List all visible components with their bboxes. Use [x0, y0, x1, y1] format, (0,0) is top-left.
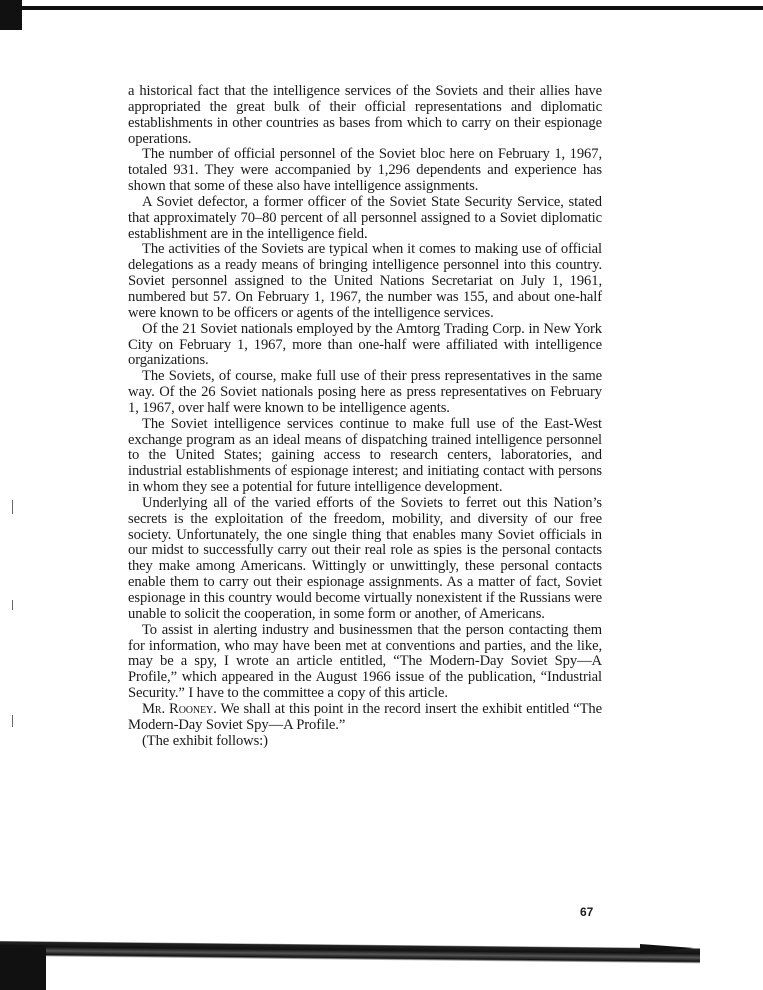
paragraph: The Soviets, of course, make full use of their press representatives in the same way. Of the 26 Soviet nationals posing here as press representatives on February 1, 1967, over half were known to be intelligence agents.	[128, 368, 602, 416]
paragraph: The activities of the Soviets are typical when it comes to making use of official delegations as a ready means of bringing intelligence personnel into this country. Soviet personnel assigned to the United Nations Secretariat on July 1, 1961, numbered but 57. On February 1, 1967, the number was 155, and about one-half were known to be officers or agents of the intelligence services.	[128, 241, 602, 321]
bottom-scan-band	[0, 936, 700, 969]
paragraph: Underlying all of the varied efforts of the Soviets to ferret out this Nation’s secrets is the exploitation of the freedom, mobility, and diversity of our free society. Unfortunately, the one single thing that enables many Soviet officials in our midst to successfully carry out their real role as spies is the personal contacts they make among Americans. Wittingly or unwittingly, these personal contacts enable them to carry out their espionage assignments. As a matter of fact, Soviet espionage in this country would become virtually nonexistent if the Russians were unable to solicit the cooperation, in some form or another, of Americans.	[128, 494, 602, 622]
paragraph: a historical fact that the intelligence services of the Soviets and their allies have appropriated the great bulk of their official representations and diplomatic establishments in other countries as bases from which to carry on their espionage operations.	[128, 83, 602, 147]
speaker-paragraph	[128, 702, 602, 734]
scan-corner-mark	[0, 945, 46, 990]
paragraph: Of the 21 Soviet nationals employed by the Amtorg Trading Corp. in New York City on February 1, 1967, more than one-half were affiliated with intelligence organizations.	[128, 320, 602, 369]
page-body	[128, 84, 602, 749]
scan-speck	[12, 715, 13, 727]
page-number: 67	[580, 905, 594, 919]
paragraph: To assist in alerting industry and businessmen that the person contacting them for information, who may have been met at conventions and parties, and the like, may be a spy, I wrote an article entitled, “The Modern-Day Soviet Spy—A Profile,” which appeared in the August 1966 issue of the publication, “Industrial Security.” I have to the committee a copy of this article.	[128, 621, 602, 702]
paragraph: The Soviet intelligence services continue to make full use of the East-West exchange program as an ideal means of dispatching trained intelligence personnel to the United States; gaining access to research centers, laboratories, and industrial establishments of espionage interest; and initiating contact with persons in whom they see a potential for future intelligence development.	[128, 415, 602, 496]
top-border-rule	[0, 6, 763, 10]
paragraph: The number of official personnel of the Soviet bloc here on February 1, 1967, totaled 931. They were accompanied by 1,296 dependents and experience has shown that some of these also have intelligence assignments.	[128, 146, 602, 195]
speaker-name: Mr. Rooney.	[142, 700, 217, 717]
closing-note: (The exhibit follows:)	[142, 732, 268, 749]
speaker-text: We shall at this point in the record insert the exhibit entitled “The Modern-Day Soviet Spy—A Profile.”	[128, 700, 602, 733]
scan-corner-mark	[0, 0, 22, 30]
scan-speck	[12, 600, 13, 610]
scan-speck	[12, 500, 13, 514]
paragraph: A Soviet defector, a former officer of the Soviet State Security Service, stated that approximately 70–80 percent of all personnel assigned to a Soviet diplomatic establishment are in the intelligence field.	[128, 193, 602, 242]
